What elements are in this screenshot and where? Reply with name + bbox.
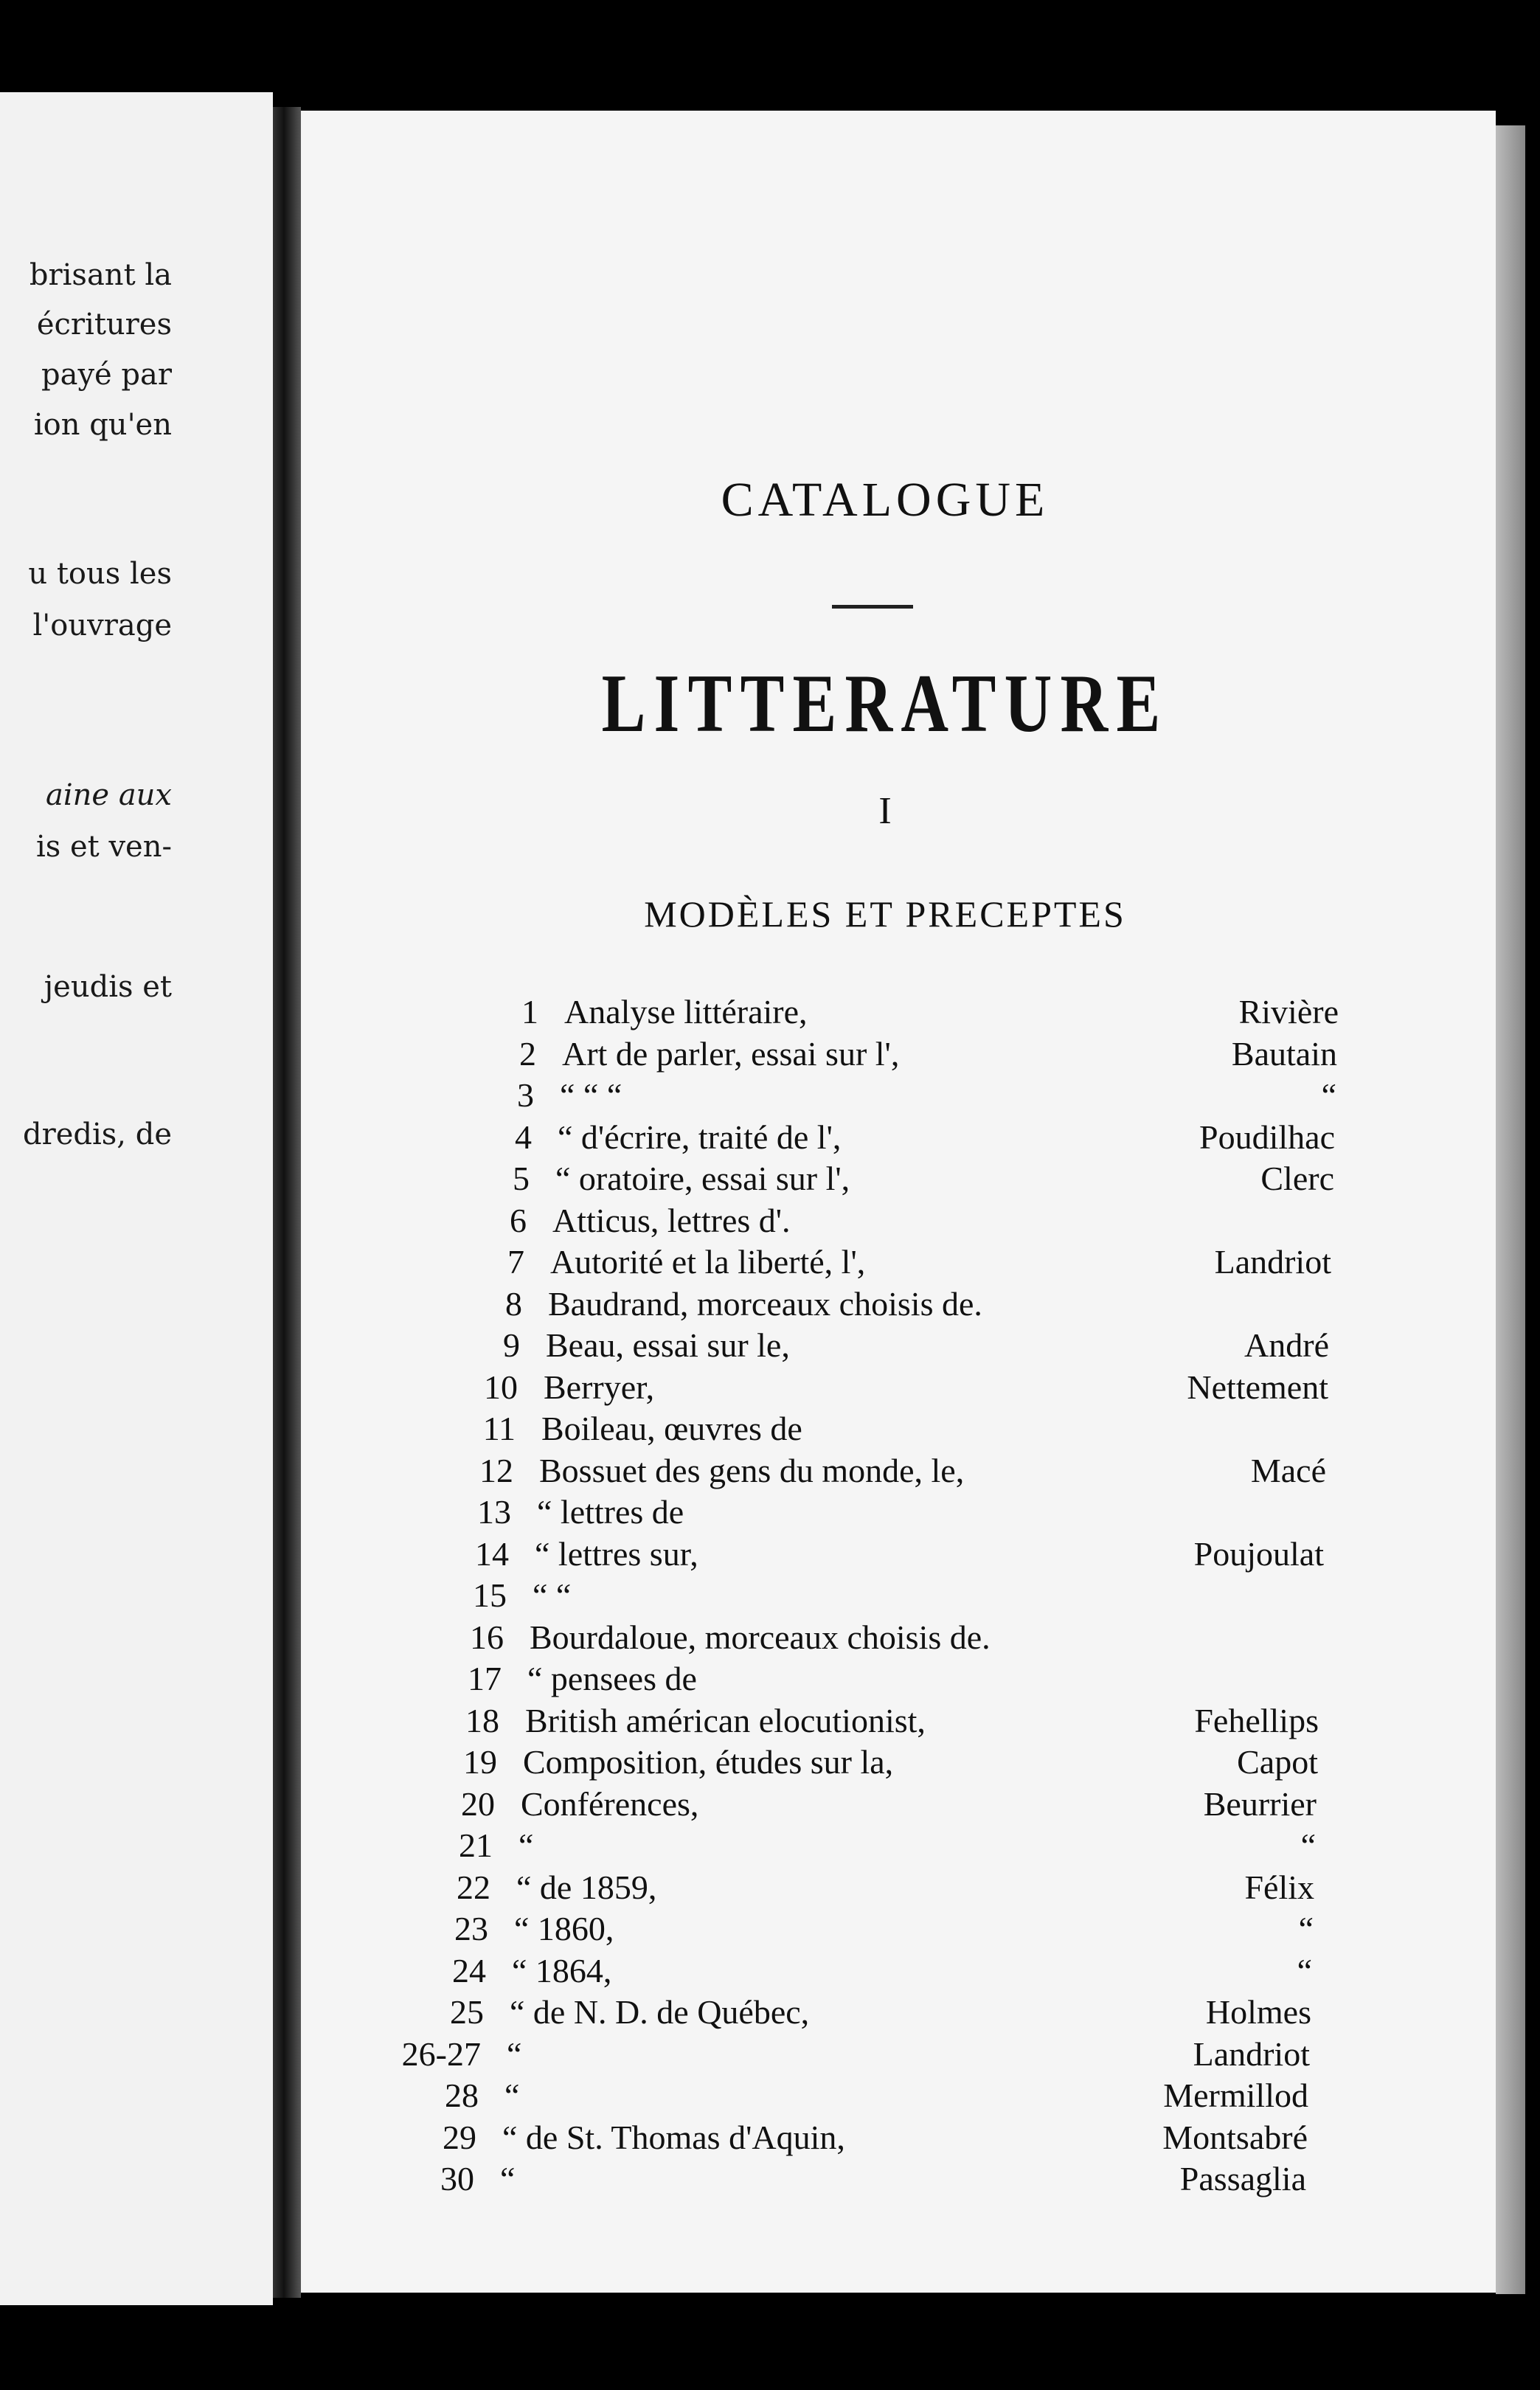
- entry-author: Félix: [1244, 1868, 1314, 1906]
- entry-number: 17: [468, 1660, 502, 1697]
- left-page-line: ion qu'en: [33, 408, 172, 442]
- entry-author: Landriot: [1193, 2035, 1310, 2073]
- subsection-title: MODÈLES ET PRECEPTES: [644, 893, 1126, 935]
- catalogue-entry: [0, 1242, 1540, 1284]
- entry-author: Macé: [1250, 1452, 1326, 1489]
- catalogue-entry: [0, 2076, 1540, 2117]
- entry-title: “ 1860,: [514, 1910, 614, 1947]
- catalogue-entry: [0, 1368, 1540, 1409]
- entry-title: “ d'écrire, traité de l',: [558, 1118, 842, 1156]
- entry-author: “: [1321, 1076, 1336, 1114]
- entry-number: 15: [473, 1576, 507, 1614]
- entry-number: 29: [443, 2119, 476, 2156]
- entry-title: Berryer,: [544, 1368, 655, 1406]
- entry-title: Autorité et la liberté, l',: [550, 1243, 866, 1281]
- catalogue-entry: [0, 2159, 1540, 2200]
- catalogue-entry: [0, 1576, 1540, 1617]
- entry-title: “: [518, 1826, 534, 1864]
- entry-title: “ “: [533, 1576, 572, 1614]
- entry-author: André: [1244, 1326, 1329, 1364]
- entry-title: Analyse littéraire,: [564, 993, 808, 1031]
- entry-number: 11: [482, 1410, 516, 1447]
- catalogue-entry: [0, 1534, 1540, 1576]
- entry-author: “: [1300, 1826, 1316, 1864]
- entry-number: 12: [479, 1452, 513, 1489]
- entry-title: Composition, études sur la,: [523, 1743, 894, 1781]
- entry-number: 6: [510, 1202, 527, 1239]
- entry-number: 9: [503, 1326, 520, 1364]
- catalogue-entry: [0, 1118, 1540, 1159]
- catalogue-entry: [0, 1701, 1540, 1742]
- section-number: I: [878, 790, 892, 832]
- catalogue-entry: [0, 1826, 1540, 1867]
- catalogue-entry: [0, 1326, 1540, 1367]
- entry-number: 13: [477, 1493, 511, 1531]
- left-page-line: brisant la: [29, 258, 172, 292]
- entry-number: 18: [465, 1702, 499, 1739]
- entry-title: Atticus, lettres d'.: [552, 1202, 791, 1239]
- entry-title: “: [507, 2035, 522, 2073]
- entry-title: Art de parler, essai sur l',: [562, 1035, 900, 1073]
- entry-author: Landriot: [1214, 1243, 1331, 1281]
- catalogue-entry: [0, 992, 1540, 1033]
- left-page-line: u tous les: [28, 557, 172, 591]
- catalogue-entry: [0, 1951, 1540, 1992]
- entry-author: Fehellips: [1194, 1702, 1319, 1739]
- entry-title: Boileau, œuvres de: [541, 1410, 802, 1447]
- entry-number: 10: [484, 1368, 518, 1406]
- entry-number: 14: [475, 1535, 509, 1573]
- entry-title: “ lettres sur,: [535, 1535, 698, 1573]
- entry-number: 30: [440, 2160, 474, 2197]
- entry-number: 4: [515, 1118, 532, 1156]
- entry-author: Bautain: [1231, 1035, 1337, 1073]
- catalogue-entry: [0, 2118, 1540, 2159]
- entry-author: Rivière: [1238, 993, 1339, 1031]
- catalogue-entry: [0, 1201, 1540, 1242]
- entry-title: Baudrand, morceaux choisis de.: [548, 1285, 982, 1323]
- entry-title: “ “ “: [560, 1076, 622, 1114]
- left-page-line: dredis, de: [22, 1118, 172, 1151]
- left-page-line: écritures: [36, 308, 172, 342]
- catalogue-entry: [0, 1659, 1540, 1700]
- entry-title: Bourdaloue, morceaux choisis de.: [530, 1618, 991, 1656]
- entry-title: “ de N. D. de Québec,: [510, 1993, 810, 2031]
- entry-author: Montsabré: [1162, 2119, 1308, 2156]
- section-title: LITTERATURE: [601, 658, 1169, 749]
- entry-author: Beurrier: [1203, 1785, 1317, 1823]
- entry-title: “ lettres de: [537, 1493, 684, 1531]
- entry-title: “ oratoire, essai sur l',: [555, 1160, 850, 1197]
- entry-number: 16: [470, 1618, 504, 1656]
- catalogue-entry: [0, 1742, 1540, 1784]
- entry-title: British américan elocutionist,: [525, 1702, 926, 1739]
- catalogue-entry: [0, 1451, 1540, 1492]
- entry-title: “: [504, 2076, 520, 2114]
- entry-number: 24: [452, 1952, 486, 1989]
- catalogue-entry: [0, 1784, 1540, 1826]
- catalogue-entry: [0, 1159, 1540, 1200]
- catalogue-entry: [0, 1284, 1540, 1326]
- entry-number: 5: [513, 1160, 530, 1197]
- left-page-line: payé par: [41, 358, 172, 392]
- catalogue-entry: [0, 1909, 1540, 1950]
- entry-title: “: [500, 2160, 516, 2197]
- catalogue-entry: [0, 1618, 1540, 1659]
- entry-author: Passaglia: [1179, 2160, 1306, 2197]
- entry-number: 23: [454, 1910, 488, 1947]
- catalogue-entry: [0, 1076, 1540, 1117]
- catalogue-entry: [0, 1034, 1540, 1076]
- entry-title: “ de St. Thomas d'Aquin,: [502, 2119, 845, 2156]
- entry-author: Poudilhac: [1199, 1118, 1335, 1156]
- entry-number: 25: [450, 1993, 484, 2031]
- entry-author: Clerc: [1260, 1160, 1334, 1197]
- entry-number: 28: [445, 2076, 479, 2114]
- entry-number: 19: [463, 1743, 497, 1781]
- entry-author: “: [1298, 1910, 1314, 1947]
- catalogue-entry: [0, 2034, 1540, 2076]
- entry-title: “ 1864,: [512, 1952, 612, 1989]
- entry-title: Beau, essai sur le,: [546, 1326, 790, 1364]
- entry-number: 22: [457, 1868, 490, 1906]
- entry-number: 1: [521, 993, 538, 1031]
- catalogue-entry: [0, 1992, 1540, 2034]
- entry-author: Mermillod: [1163, 2076, 1308, 2114]
- entry-author: Poujoulat: [1193, 1535, 1324, 1573]
- entry-author: Nettement: [1187, 1368, 1328, 1406]
- entry-number: 7: [507, 1243, 524, 1281]
- catalogue-entry: [0, 1409, 1540, 1450]
- entry-number: 3: [517, 1076, 534, 1114]
- left-page-line: l'ouvrage: [32, 609, 172, 642]
- left-page-line: is et ven-: [35, 830, 172, 864]
- left-page-line: jeudis et: [44, 970, 172, 1004]
- entry-author: “: [1297, 1952, 1312, 1989]
- catalogue-entry: [0, 1868, 1540, 1909]
- entry-title: Conférences,: [521, 1785, 699, 1823]
- entry-number: 26-27: [401, 2035, 481, 2073]
- entry-title: “ pensees de: [527, 1660, 697, 1697]
- entry-number: 8: [505, 1285, 522, 1323]
- entry-title: Bossuet des gens du monde, le,: [539, 1452, 965, 1489]
- entry-number: 20: [461, 1785, 495, 1823]
- entry-title: “ de 1859,: [516, 1868, 657, 1906]
- entry-number: 21: [459, 1826, 493, 1864]
- heading-divider: [832, 605, 913, 609]
- catalogue-entry: [0, 1492, 1540, 1534]
- left-page-line: aine aux: [46, 778, 172, 812]
- entry-author: Capot: [1237, 1743, 1318, 1781]
- entry-author: Holmes: [1205, 1993, 1311, 2031]
- catalogue-heading: CATALOGUE: [721, 473, 1050, 527]
- entry-number: 2: [519, 1035, 536, 1073]
